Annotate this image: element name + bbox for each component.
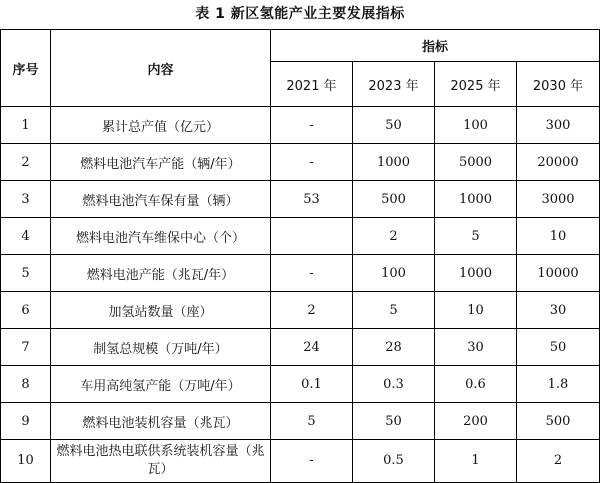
cell-2021 <box>271 218 353 255</box>
row-number: 1 <box>1 107 51 144</box>
row-content: 燃料电池装机容量（兆瓦） <box>51 403 271 440</box>
cell-2021: - <box>271 144 353 181</box>
cell-2030: 10000 <box>517 255 600 292</box>
cell-2030: 2 <box>517 440 600 483</box>
cell-2023: 50 <box>353 107 435 144</box>
cell-2021: 0.1 <box>271 366 353 403</box>
header-content: 内容 <box>51 30 271 107</box>
cell-2021: - <box>271 107 353 144</box>
row-content: 燃料电池热电联供系统装机容量（兆瓦） <box>51 440 271 483</box>
header-year-2030: 2030 年 <box>517 62 600 107</box>
row-content: 燃料电池汽车保有量（辆） <box>51 181 271 218</box>
row-number: 6 <box>1 292 51 329</box>
table-row <box>1 255 600 292</box>
cell-2030: 500 <box>517 403 600 440</box>
table-row <box>1 329 600 366</box>
row-content: 车用高纯氢产能（万吨/年） <box>51 366 271 403</box>
cell-2023: 5 <box>353 292 435 329</box>
cell-2025: 5000 <box>435 144 517 181</box>
cell-2023: 2 <box>353 218 435 255</box>
row-number: 7 <box>1 329 51 366</box>
header-seq: 序号 <box>1 30 51 107</box>
table-title: 表 1 新区氢能产业主要发展指标 <box>195 6 405 22</box>
cell-2023: 28 <box>353 329 435 366</box>
cell-2021: 24 <box>271 329 353 366</box>
cell-2023: 500 <box>353 181 435 218</box>
table-row <box>1 403 600 440</box>
cell-2021: - <box>271 440 353 483</box>
cell-2021: 5 <box>271 403 353 440</box>
cell-2021: 53 <box>271 181 353 218</box>
cell-2025: 1000 <box>435 181 517 218</box>
cell-2030: 10 <box>517 218 600 255</box>
cell-2025: 1000 <box>435 255 517 292</box>
cell-2025: 30 <box>435 329 517 366</box>
table-row <box>1 181 600 218</box>
header-year-2023: 2023 年 <box>353 62 435 107</box>
header-indicator: 指标 <box>271 30 600 62</box>
row-number: 3 <box>1 181 51 218</box>
indicator-table <box>0 29 600 483</box>
cell-2023: 100 <box>353 255 435 292</box>
cell-2023: 0.5 <box>353 440 435 483</box>
cell-2030: 50 <box>517 329 600 366</box>
cell-2023: 50 <box>353 403 435 440</box>
table-row <box>1 292 600 329</box>
cell-2021: - <box>271 255 353 292</box>
row-number: 9 <box>1 403 51 440</box>
row-content: 制氢总规模（万吨/年） <box>51 329 271 366</box>
cell-2023: 1000 <box>353 144 435 181</box>
cell-2025: 100 <box>435 107 517 144</box>
cell-2030: 30 <box>517 292 600 329</box>
row-content: 加氢站数量（座） <box>51 292 271 329</box>
cell-2025: 200 <box>435 403 517 440</box>
cell-2025: 1 <box>435 440 517 483</box>
cell-2030: 1.8 <box>517 366 600 403</box>
table-row <box>1 440 600 483</box>
cell-2030: 20000 <box>517 144 600 181</box>
row-content: 燃料电池产能（兆瓦/年） <box>51 255 271 292</box>
row-number: 10 <box>1 440 51 483</box>
row-content: 燃料电池汽车维保中心（个） <box>51 218 271 255</box>
table-row <box>1 144 600 181</box>
row-number: 8 <box>1 366 51 403</box>
header-year-2025: 2025 年 <box>435 62 517 107</box>
row-content: 累计总产值（亿元） <box>51 107 271 144</box>
cell-2030: 3000 <box>517 181 600 218</box>
cell-2030: 300 <box>517 107 600 144</box>
table-row <box>1 366 600 403</box>
cell-2021: 2 <box>271 292 353 329</box>
row-content: 燃料电池汽车产能（辆/年） <box>51 144 271 181</box>
header-year-2021: 2021 年 <box>271 62 353 107</box>
table-row <box>1 218 600 255</box>
cell-2025: 5 <box>435 218 517 255</box>
row-number: 4 <box>1 218 51 255</box>
cell-2025: 10 <box>435 292 517 329</box>
cell-2025: 0.6 <box>435 366 517 403</box>
cell-2023: 0.3 <box>353 366 435 403</box>
table-row <box>1 107 600 144</box>
row-number: 5 <box>1 255 51 292</box>
row-number: 2 <box>1 144 51 181</box>
